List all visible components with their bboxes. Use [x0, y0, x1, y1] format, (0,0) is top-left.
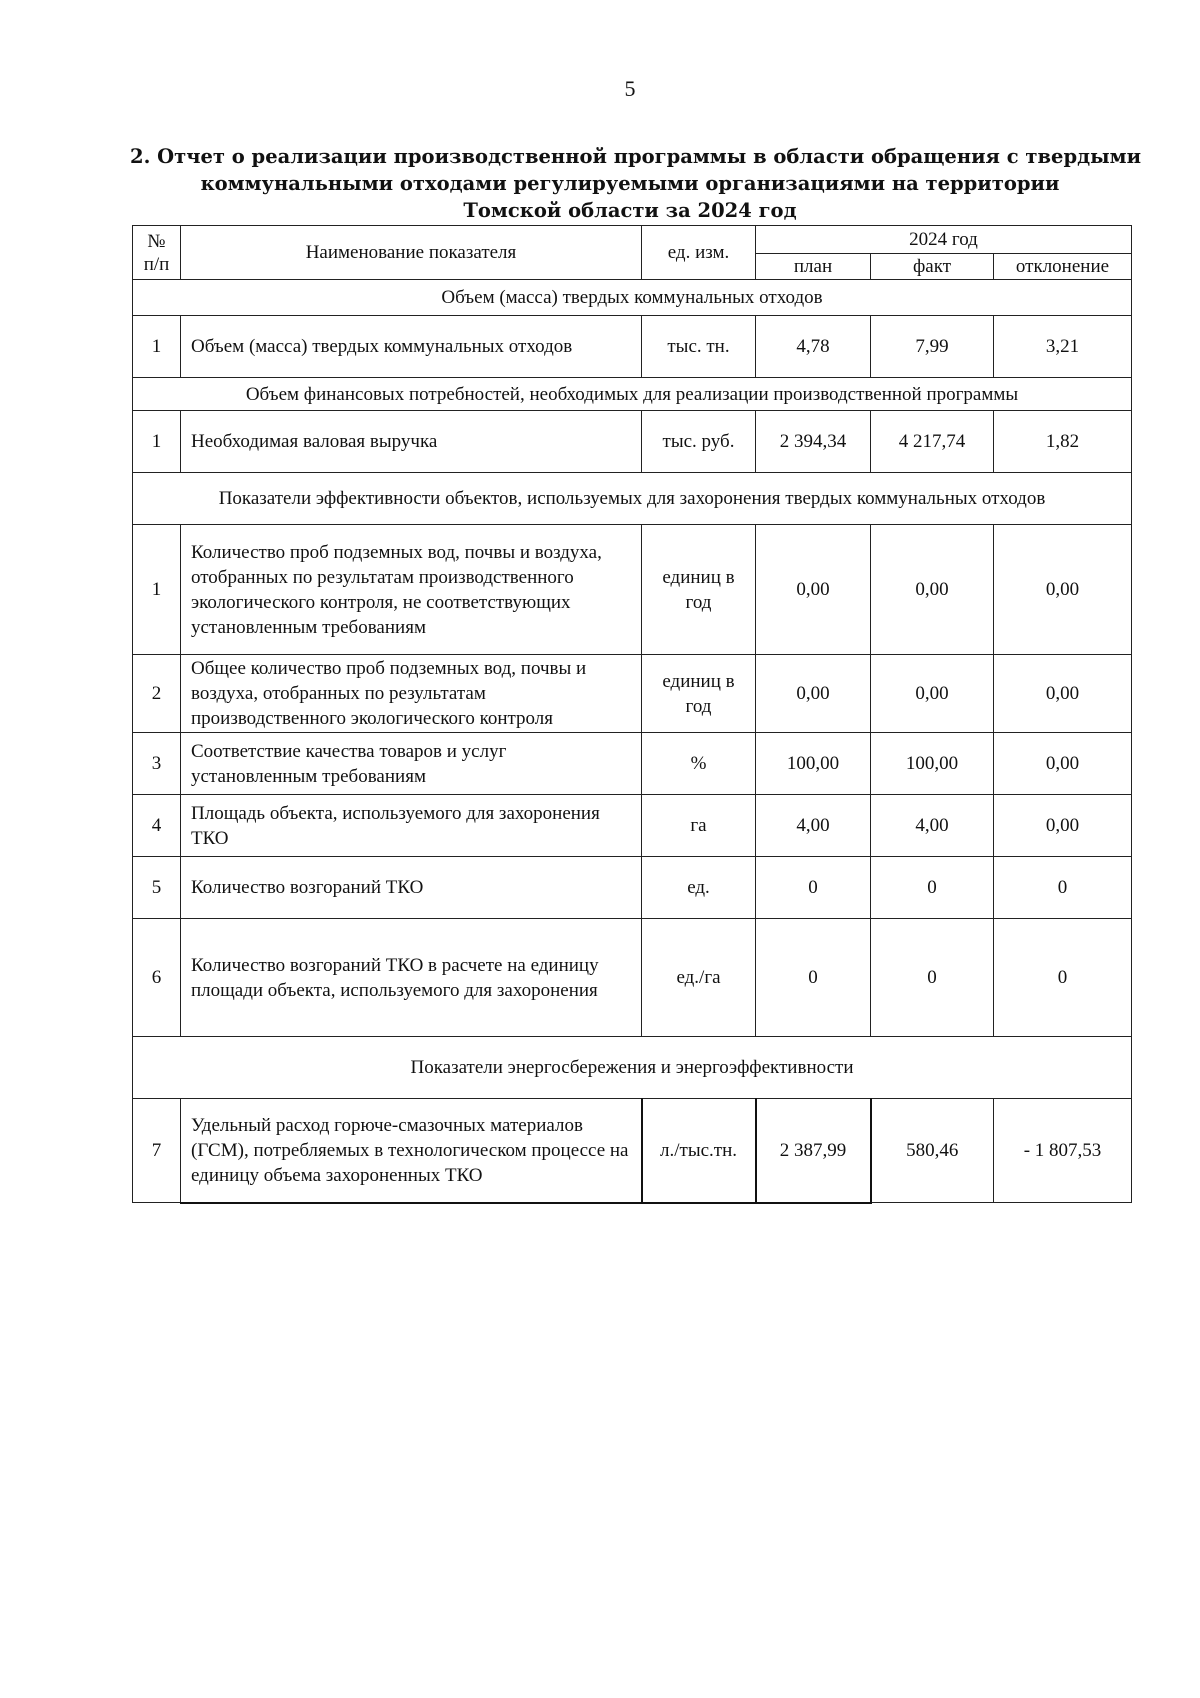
header-num-line1: № — [147, 230, 166, 252]
header-year: 2024 год — [756, 226, 1132, 254]
row-plan: 0,00 — [756, 525, 871, 655]
row-fact: 4,00 — [871, 795, 994, 857]
row-num: 5 — [133, 857, 181, 919]
row-fact: 0 — [871, 857, 994, 919]
row-fact: 580,46 — [871, 1099, 994, 1203]
table-row — [133, 411, 1132, 473]
row-unit: % — [642, 733, 756, 795]
report-table — [132, 225, 1132, 1204]
row-deviation: 0,00 — [994, 733, 1132, 795]
section-title: Показатели эффективности объектов, используемых для захоронения твердых коммунальных отходов — [133, 473, 1132, 525]
section-title: Показатели энергосбережения и энергоэффективности — [133, 1037, 1132, 1099]
row-plan: 4,78 — [756, 316, 871, 378]
heading-line-3: Томской области за 2024 год — [463, 199, 797, 222]
row-num: 2 — [133, 655, 181, 733]
row-num: 3 — [133, 733, 181, 795]
heading-line-2: коммунальными отходами регулируемыми организациями на территории — [200, 172, 1060, 195]
table-row — [133, 655, 1132, 733]
row-deviation: 0,00 — [994, 655, 1132, 733]
row-name: Количество возгораний ТКО — [181, 857, 642, 919]
table-row — [133, 1099, 1132, 1203]
document-heading — [130, 143, 1142, 224]
table-row — [133, 316, 1132, 378]
heading-line-1: 2. Отчет о реализации производственной программы в области обращения с твердыми — [130, 145, 1142, 168]
row-fact: 7,99 — [871, 316, 994, 378]
section-title: Объем (масса) твердых коммунальных отходов — [133, 280, 1132, 316]
row-fact: 0,00 — [871, 525, 994, 655]
section-title: Объем финансовых потребностей, необходимых для реализации производственной программы — [133, 378, 1132, 411]
row-plan: 0 — [756, 919, 871, 1037]
row-num: 1 — [133, 525, 181, 655]
row-unit: га — [642, 795, 756, 857]
row-name: Соответствие качества товаров и услуг установленным требованиям — [181, 733, 642, 795]
row-unit: единиц в год — [642, 525, 756, 655]
table-row — [133, 857, 1132, 919]
table-row — [133, 919, 1132, 1037]
row-deviation: 3,21 — [994, 316, 1132, 378]
row-unit: л./тыс.тн. — [642, 1099, 756, 1203]
row-name: Удельный расход горюче-смазочных материалов (ГСМ), потребляемых в технологическом процессе на единицу объема захороненных ТКО — [181, 1099, 642, 1203]
row-fact: 100,00 — [871, 733, 994, 795]
row-unit: тыс. тн. — [642, 316, 756, 378]
header-fact: факт — [871, 254, 994, 280]
row-deviation: 1,82 — [994, 411, 1132, 473]
row-num: 6 — [133, 919, 181, 1037]
row-plan: 100,00 — [756, 733, 871, 795]
row-unit: ед. — [642, 857, 756, 919]
header-num-line2: п/п — [143, 253, 170, 275]
row-deviation: 0 — [994, 857, 1132, 919]
row-unit: ед./га — [642, 919, 756, 1037]
row-deviation: 0,00 — [994, 525, 1132, 655]
row-name: Необходимая валовая выручка — [181, 411, 642, 473]
table-row — [133, 525, 1132, 655]
row-num: 4 — [133, 795, 181, 857]
row-plan: 4,00 — [756, 795, 871, 857]
row-plan: 0 — [756, 857, 871, 919]
row-name: Количество проб подземных вод, почвы и воздуха, отобранных по результатам производственного экологического контроля, не соответствующих установленным требованиям — [181, 525, 642, 655]
row-deviation: 0 — [994, 919, 1132, 1037]
row-name: Общее количество проб подземных вод, почвы и воздуха, отобранных по результатам производственного экологического контроля — [181, 655, 642, 733]
row-unit: единиц в год — [642, 655, 756, 733]
row-name: Площадь объекта, используемого для захоронения ТКО — [181, 795, 642, 857]
row-num: 1 — [133, 316, 181, 378]
page-number: 5 — [624, 76, 636, 101]
row-fact: 4 217,74 — [871, 411, 994, 473]
row-unit: тыс. руб. — [642, 411, 756, 473]
row-fact: 0,00 — [871, 655, 994, 733]
table-row — [133, 795, 1132, 857]
row-deviation: 0,00 — [994, 795, 1132, 857]
header-unit: ед. изм. — [642, 226, 756, 280]
row-plan: 2 394,34 — [756, 411, 871, 473]
row-name: Количество возгораний ТКО в расчете на единицу площади объекта, используемого для захоронения — [181, 919, 642, 1037]
row-fact: 0 — [871, 919, 994, 1037]
row-name: Объем (масса) твердых коммунальных отходов — [181, 316, 642, 378]
header-plan: план — [756, 254, 871, 280]
row-deviation: - 1 807,53 — [994, 1099, 1132, 1203]
header-num — [133, 226, 181, 280]
row-plan: 0,00 — [756, 655, 871, 733]
row-num: 1 — [133, 411, 181, 473]
row-plan: 2 387,99 — [756, 1099, 871, 1203]
row-num: 7 — [133, 1099, 181, 1203]
header-deviation: отклонение — [994, 254, 1132, 280]
header-name: Наименование показателя — [181, 226, 642, 280]
table-row — [133, 733, 1132, 795]
